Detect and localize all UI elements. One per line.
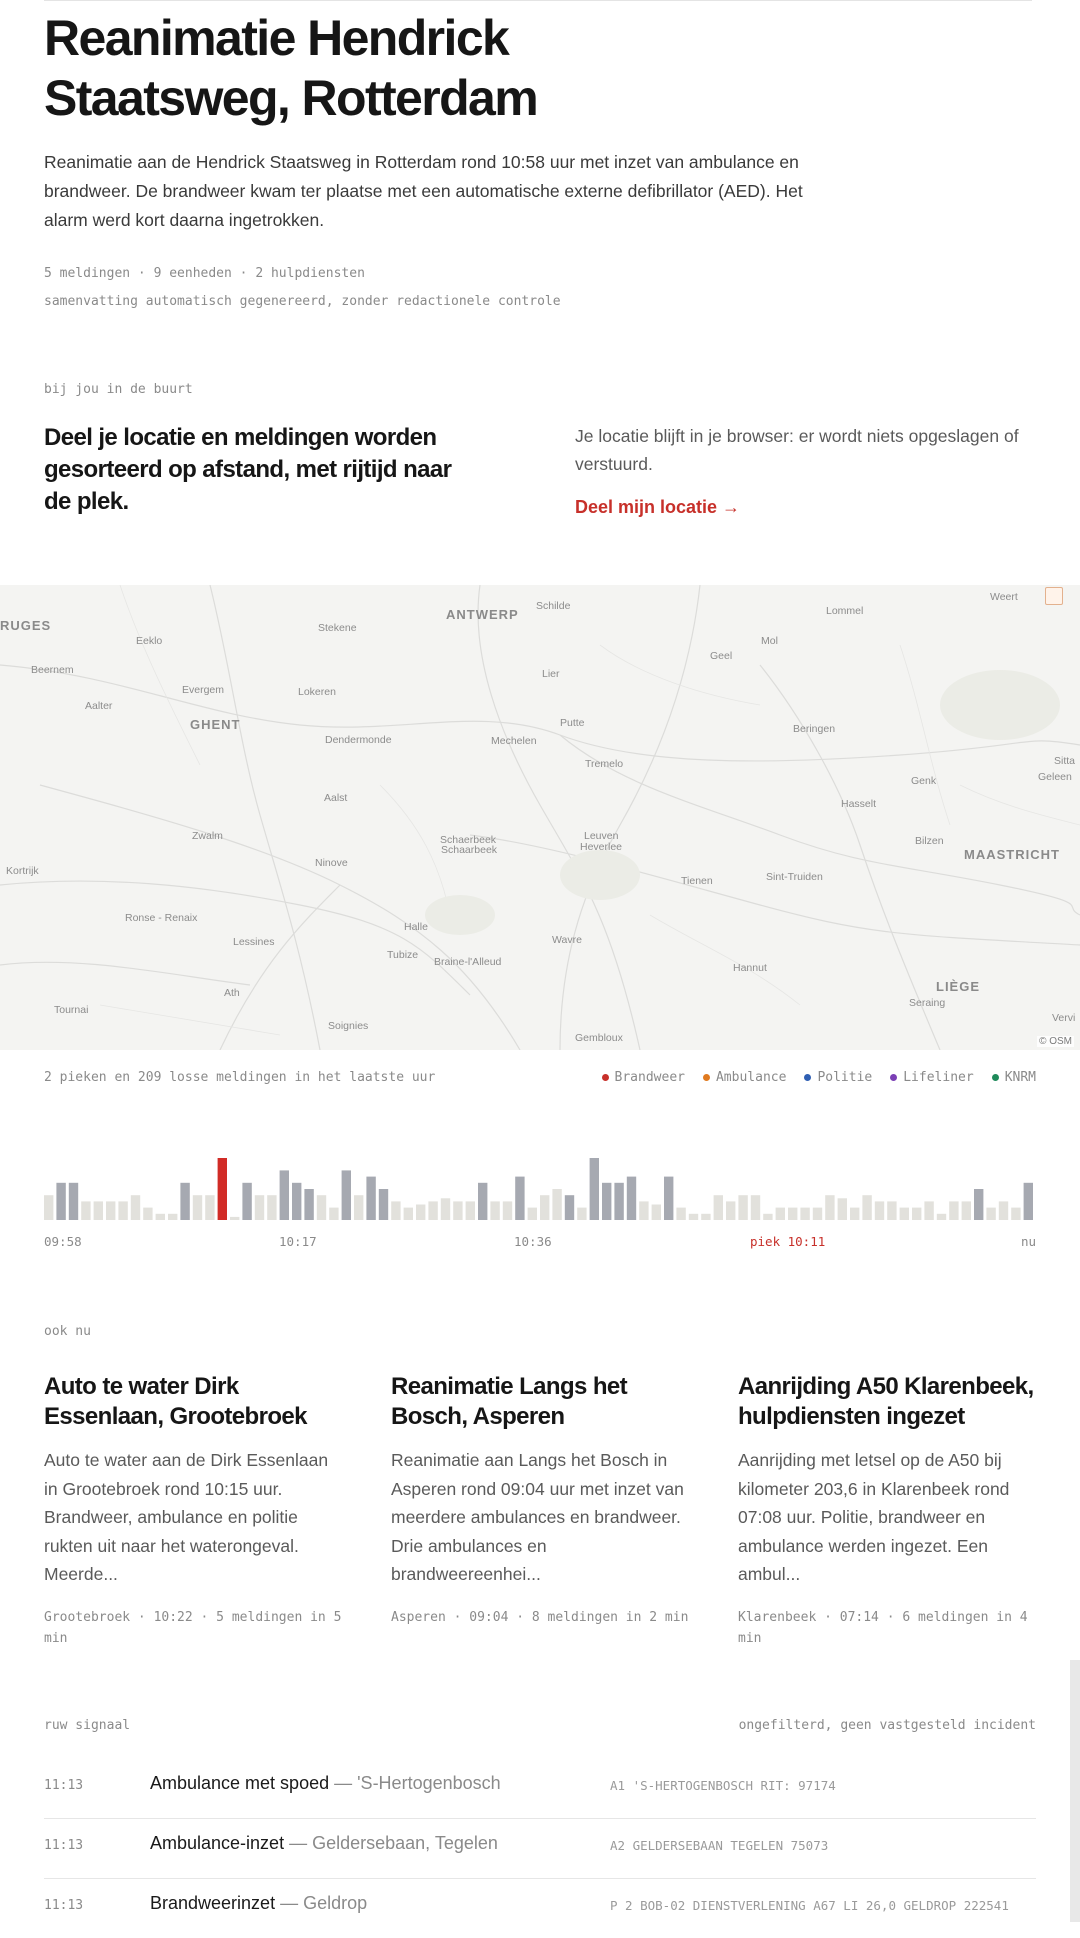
map-label-maastricht: MAASTRICHT <box>964 847 1060 862</box>
map-town: Gembloux <box>575 1032 623 1044</box>
map-town: Evergem <box>182 684 225 696</box>
activity-bar[interactable] <box>44 1195 53 1220</box>
legend-label: Politie <box>817 1070 873 1085</box>
card-excerpt: Aanrijding met letsel op de A50 bij kilometer 203,6 in Klarenbeek rond 07:08 uur. Politie, brandweer en ambulance werden ingezet. Een ambul... <box>738 1450 1010 1584</box>
map-town: Tienen <box>681 875 713 887</box>
activity-bar[interactable] <box>230 1217 239 1220</box>
raw-place: Geldrop <box>303 1893 368 1913</box>
map-town: Tubize <box>387 949 419 961</box>
activity-bar[interactable] <box>503 1201 512 1220</box>
activity-bar[interactable] <box>813 1208 822 1220</box>
activity-bar[interactable] <box>255 1195 264 1220</box>
activity-bar[interactable] <box>404 1208 413 1220</box>
activity-bar[interactable] <box>714 1195 723 1220</box>
map-town: Vervi <box>1052 1012 1076 1024</box>
map-town: Lokeren <box>298 686 336 698</box>
map-town: Lessines <box>233 936 275 948</box>
activity-bar[interactable] <box>540 1195 549 1220</box>
activity-bar[interactable] <box>590 1158 599 1220</box>
axis-label-mid2: 10:36 <box>514 1234 552 1249</box>
activity-bar[interactable] <box>726 1201 735 1220</box>
activity-bar[interactable] <box>379 1189 388 1220</box>
map-town: Kortrijk <box>6 865 39 877</box>
map-town: Mol <box>761 635 778 647</box>
activity-bar[interactable] <box>937 1214 946 1220</box>
activity-bar[interactable] <box>156 1214 165 1220</box>
activity-bar[interactable] <box>416 1205 425 1221</box>
map-town: Braine-l'Alleud <box>434 956 502 968</box>
map-town: Dendermonde <box>325 734 392 746</box>
nearby-label: bij jou in de buurt <box>44 382 193 397</box>
card-meta: Klarenbeek · 07:14 · 6 meldingen in 4 min <box>738 1609 1028 1646</box>
legend-label: Brandweer <box>614 1070 685 1085</box>
politie-dot-icon <box>804 1074 811 1081</box>
map-town: Leuven <box>584 830 619 842</box>
raw-code: A2 GELDERSEBAAN TEGELEN 75073 <box>610 1838 829 1853</box>
also-now-label: ook nu <box>44 1324 91 1339</box>
raw-title <box>150 1833 498 1854</box>
map-town: Geleen <box>1038 771 1072 783</box>
activity-bar[interactable] <box>974 1189 983 1220</box>
activity-bar[interactable] <box>1024 1183 1033 1220</box>
map-town: Halle <box>404 921 428 933</box>
activity-bar[interactable] <box>614 1183 623 1220</box>
page-title: Reanimatie Hendrick Staatsweg, Rotterdam <box>44 10 538 126</box>
activity-bar[interactable] <box>862 1195 871 1220</box>
activity-bar[interactable] <box>81 1201 90 1220</box>
activity-bar[interactable] <box>428 1201 437 1220</box>
legend-label: KNRM <box>1004 1070 1036 1085</box>
map-town: Hannut <box>733 962 767 974</box>
map-town: Schilde <box>536 600 571 612</box>
activity-bar[interactable] <box>577 1208 586 1220</box>
activity-bar-peak[interactable] <box>218 1158 227 1220</box>
legend-knrm <box>992 1070 1036 1085</box>
activity-bar[interactable] <box>664 1177 673 1220</box>
activity-bar[interactable] <box>69 1183 78 1220</box>
map-town: Beringen <box>793 723 836 735</box>
map-town: Hasselt <box>841 798 877 810</box>
map-town: Genk <box>911 775 937 787</box>
raw-title <box>150 1773 501 1794</box>
activity-summary: 2 pieken en 209 losse meldingen in het laatste uur <box>44 1070 436 1085</box>
auto-generated-disclaimer: samenvatting automatisch gegenereerd, zonder redactionele controle <box>44 294 561 309</box>
knrm-dot-icon <box>992 1074 999 1081</box>
raw-separator: — <box>329 1773 358 1793</box>
activity-bar[interactable] <box>900 1208 909 1220</box>
map-town: Mechelen <box>491 735 537 747</box>
activity-bar[interactable] <box>453 1201 462 1220</box>
incident-card[interactable] <box>391 1372 691 1628</box>
activity-bar[interactable] <box>751 1195 760 1220</box>
activity-bar[interactable] <box>924 1201 933 1220</box>
raw-title <box>150 1893 367 1914</box>
legend-label: Ambulance <box>715 1070 787 1085</box>
top-divider <box>44 0 1032 1</box>
incident-summary: Reanimatie aan de Hendrick Staatsweg in Rotterdam rond 10:58 uur met inzet van ambulance en brandweer. De brandweer kwam ter plaatse met een automatische externe defibrillator (AED). Het alarm werd kort daarna ingetrokken. <box>44 152 803 230</box>
activity-bar[interactable] <box>478 1183 487 1220</box>
map-roads <box>0 585 1080 1050</box>
activity-bar[interactable] <box>106 1201 115 1220</box>
map-town: Bilzen <box>915 835 944 847</box>
map-town: Seraing <box>909 997 946 1009</box>
activity-bar[interactable] <box>205 1195 214 1220</box>
activity-bar[interactable] <box>242 1183 251 1220</box>
activity-bar[interactable] <box>441 1198 450 1220</box>
card-title[interactable]: Reanimatie Langs het Bosch, Asperen <box>391 1373 628 1430</box>
activity-bar[interactable] <box>304 1189 313 1220</box>
activity-bar[interactable] <box>490 1201 499 1220</box>
map-label-antwerp: ANTWERP <box>446 607 519 622</box>
map-label-liege: LIÈGE <box>936 979 981 994</box>
legend-label: Lifeliner <box>903 1070 974 1085</box>
activity-bar[interactable] <box>999 1201 1008 1220</box>
activity-bar[interactable] <box>689 1214 698 1220</box>
raw-signal-label: ruw signaal <box>44 1718 131 1733</box>
activity-bar[interactable] <box>280 1170 289 1220</box>
activity-bar[interactable] <box>776 1208 785 1220</box>
brandweer-dot-icon <box>602 1074 609 1081</box>
map-town: Stekene <box>318 622 357 634</box>
activity-bar[interactable] <box>738 1195 747 1220</box>
location-privacy-note: Je locatie blijft in je browser: er wordt niets opgeslagen of verstuurd. <box>575 426 1019 474</box>
card-meta: Grootebroek · 10:22 · 5 meldingen in 5 min <box>44 1609 342 1646</box>
activity-bar[interactable] <box>1011 1208 1020 1220</box>
card-title[interactable]: Aanrijding A50 Klarenbeek, hulpdiensten ingezet <box>738 1373 1034 1430</box>
map-town: Sitta <box>1054 755 1076 767</box>
raw-signal-row[interactable] <box>44 1818 1036 1879</box>
activity-bar[interactable] <box>639 1201 648 1220</box>
activity-bar[interactable] <box>292 1183 301 1220</box>
legend-brandweer <box>602 1070 685 1085</box>
raw-separator: — <box>275 1893 304 1913</box>
map-town: Sint-Truiden <box>766 871 823 883</box>
raw-code: P 2 BOB-02 DIENSTVERLENING A67 LI 26,0 GELDROP 222541 <box>610 1898 1009 1913</box>
incident-stats: 5 meldingen · 9 eenheden · 2 hulpdiensten <box>44 266 365 281</box>
raw-place: 'S-Hertogenbosch <box>357 1773 501 1793</box>
raw-type: Ambulance met spoed <box>150 1773 330 1793</box>
raw-place: Geldersebaan, Tegelen <box>312 1833 498 1853</box>
activity-bar[interactable] <box>391 1201 400 1220</box>
raw-signal-row[interactable] <box>44 1878 1036 1938</box>
legend-lifeliner <box>890 1070 973 1085</box>
raw-signal-row[interactable] <box>44 1758 1036 1819</box>
activity-bar[interactable] <box>887 1201 896 1220</box>
activity-bar[interactable] <box>912 1208 921 1220</box>
activity-bar[interactable] <box>701 1214 710 1220</box>
activity-bar[interactable] <box>94 1201 103 1220</box>
map-town: Soignies <box>328 1020 369 1032</box>
activity-bar[interactable] <box>825 1195 834 1220</box>
map-town: Ath <box>224 987 240 999</box>
activity-bar[interactable] <box>56 1183 65 1220</box>
activity-bar[interactable] <box>986 1208 995 1220</box>
map-town: Beernem <box>31 664 74 676</box>
raw-time: 11:13 <box>44 1898 84 1913</box>
legend-ambulance <box>703 1070 786 1085</box>
activity-bar[interactable] <box>949 1201 958 1220</box>
activity-bar[interactable] <box>652 1205 661 1221</box>
map-town: Schaerbeek <box>440 834 497 846</box>
activity-bar[interactable] <box>788 1208 797 1220</box>
map-town: Lier <box>542 668 560 680</box>
axis-label-peak: piek 10:11 <box>750 1234 826 1249</box>
incident-card[interactable] <box>738 1372 1038 1649</box>
axis-label-mid1: 10:17 <box>279 1234 317 1249</box>
activity-bar[interactable] <box>627 1177 636 1220</box>
activity-bar[interactable] <box>962 1201 971 1220</box>
activity-bar[interactable] <box>528 1208 537 1220</box>
map-town: Ronse - Renaix <box>125 912 198 924</box>
raw-signal-note: ongefilterd, geen vastgesteld incident <box>738 1718 1036 1733</box>
activity-bar[interactable] <box>466 1201 475 1220</box>
card-excerpt: Auto te water aan de Dirk Essenlaan in Grootebroek rond 10:15 uur. Brandweer, ambulance en politie rukten uit naar het waterongeval. Meerde... <box>44 1450 329 1584</box>
raw-code: A1 'S-HERTOGENBOSCH RIT: 97174 <box>610 1778 836 1793</box>
nearby-heading: Deel je locatie en meldingen worden gesorteerd op afstand, met rijtijd naar de plek. <box>44 424 452 515</box>
incident-card[interactable] <box>44 1372 344 1649</box>
incident-map[interactable] <box>0 585 1080 1050</box>
map-attribution[interactable]: © OSM <box>1039 1036 1072 1047</box>
activity-bar[interactable] <box>342 1170 351 1220</box>
map-town: Weert <box>990 591 1018 603</box>
map-town: Tremelo <box>585 758 624 770</box>
map-town: Aalst <box>324 792 348 804</box>
raw-separator: — <box>284 1833 313 1853</box>
axis-label-start: 09:58 <box>44 1234 82 1249</box>
activity-bar[interactable] <box>800 1208 809 1220</box>
ambulance-dot-icon <box>703 1074 710 1081</box>
activity-bar[interactable] <box>168 1214 177 1220</box>
raw-type: Ambulance-inzet <box>150 1833 285 1853</box>
map-town: Putte <box>560 717 585 729</box>
activity-bar[interactable] <box>366 1177 375 1220</box>
activity-bar[interactable] <box>180 1183 189 1220</box>
page-scrollbar[interactable] <box>1070 1660 1080 1922</box>
activity-bar[interactable] <box>317 1195 326 1220</box>
card-meta: Asperen · 09:04 · 8 meldingen in 2 min <box>391 1609 689 1625</box>
share-location-link[interactable]: Deel mijn locatie → <box>575 497 741 517</box>
axis-label-now: nu <box>1021 1234 1037 1249</box>
activity-bar-chart[interactable] <box>0 1140 1080 1220</box>
map-label-bruges: RUGES <box>0 618 52 633</box>
activity-bar[interactable] <box>565 1195 574 1220</box>
map-town: Heverlee <box>580 841 623 853</box>
raw-time: 11:13 <box>44 1838 84 1853</box>
map-town: Wavre <box>552 934 582 946</box>
activity-bar[interactable] <box>763 1214 772 1220</box>
raw-type: Brandweerinzet <box>150 1893 276 1913</box>
legend-politie <box>804 1070 872 1085</box>
map-town: Schaarbeek <box>441 844 498 856</box>
activity-bar[interactable] <box>875 1201 884 1220</box>
activity-bar[interactable] <box>552 1189 561 1220</box>
activity-bar[interactable] <box>329 1208 338 1220</box>
activity-bar[interactable] <box>193 1195 202 1220</box>
lifeliner-dot-icon <box>890 1074 897 1081</box>
map-label-ghent: GHENT <box>190 717 241 732</box>
service-legend <box>602 1070 1036 1085</box>
map-town: Geel <box>710 650 733 662</box>
raw-time: 11:13 <box>44 1778 84 1793</box>
map-layer-icon[interactable] <box>1045 587 1063 605</box>
map-town: Zwalm <box>192 830 223 842</box>
card-title[interactable]: Auto te water Dirk Essenlaan, Grootebroek <box>44 1373 307 1430</box>
card-excerpt: Reanimatie aan Langs het Bosch in Asperen rond 09:04 uur met inzet van meerdere ambulances en brandweer. Drie ambulances en brandweereenhei... <box>391 1450 684 1584</box>
activity-bar[interactable] <box>354 1195 363 1220</box>
activity-bar[interactable] <box>676 1208 685 1220</box>
map-town: Eeklo <box>136 635 163 647</box>
activity-bar[interactable] <box>118 1201 127 1220</box>
activity-bar[interactable] <box>267 1195 276 1220</box>
activity-bar[interactable] <box>131 1195 140 1220</box>
map-town: Aalter <box>85 700 113 712</box>
activity-bar[interactable] <box>602 1183 611 1220</box>
activity-bar[interactable] <box>515 1177 524 1220</box>
map-town: Lommel <box>826 605 864 617</box>
activity-bar[interactable] <box>143 1208 152 1220</box>
map-town: Tournai <box>54 1004 89 1016</box>
activity-bar[interactable] <box>838 1198 847 1220</box>
map-town: Ninove <box>315 857 348 869</box>
activity-bar[interactable] <box>850 1208 859 1220</box>
